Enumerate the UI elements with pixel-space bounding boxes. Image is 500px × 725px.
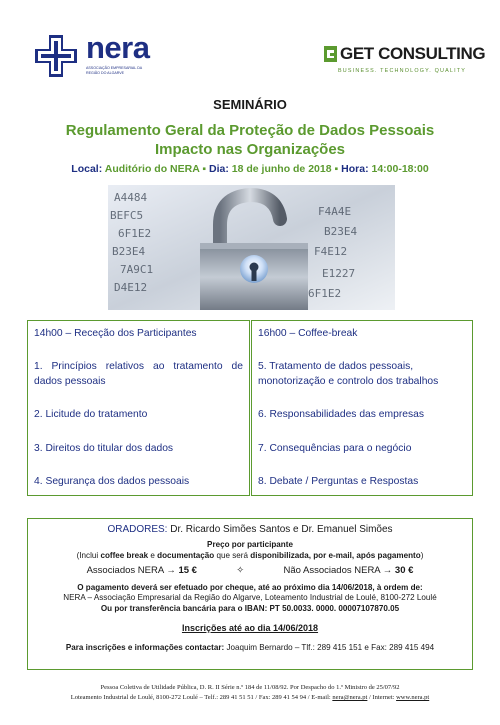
speakers-line <box>28 524 472 535</box>
contact-line <box>28 643 472 652</box>
arrow-icon: → <box>166 565 176 576</box>
get-consulting-mark-icon <box>324 46 337 62</box>
seminar-kicker: SEMINÁRIO <box>213 97 287 112</box>
local-value: Auditório do NERA <box>104 163 200 175</box>
program-item: 8. Debate / Perguntas e Respostas <box>258 476 419 487</box>
program-box-right <box>251 320 473 496</box>
contact-label: Para inscrições e informações contactar: <box>65 643 225 652</box>
get-consulting-tagline: BUSINESS. TECHNOLOGY. QUALITY <box>338 68 467 74</box>
email-link[interactable]: nera@nera.pt <box>332 694 368 701</box>
svg-text:F4E12: F4E12 <box>314 245 348 258</box>
day-label: Dia: <box>209 163 229 175</box>
separator-2: ▪ <box>334 163 339 175</box>
footer-line-2: Loteamento Industrial de Loulé, 8100-272 Loulé – Telf.: 289 41 51 51 / Fax: 289 41 54 94 / E-mail: nera@nera.pt / Internet: www.nera.pt <box>70 694 430 701</box>
local-label: Local: <box>71 163 103 175</box>
nera-tagline: ASSOCIAÇÃO EMPRESARIAL DA REGIÃO DO ALGARVE <box>86 66 142 75</box>
hour-label: Hora: <box>341 163 369 175</box>
nera-logo <box>34 30 194 82</box>
svg-text:E1227: E1227 <box>322 267 356 280</box>
footer-line-1: Pessoa Coletiva de Utilidade Pública, D. R. II Série n.º 184 de 11/08/92. Por Despacho do 1.º Ministro de 25/07/92 <box>100 684 400 691</box>
price-line <box>28 565 472 576</box>
payment-line-2: NERA – Associação Empresarial da Região do Algarve, Loteamento Industrial de Loulé, 8100-272 Loulé <box>63 593 437 602</box>
svg-text:A4484: A4484 <box>114 191 148 204</box>
includes-line: (Inclui coffee break e documentação que será disponibilizada, por e-mail, após pagamento) <box>76 551 424 560</box>
get-consulting-wordmark: GET CONSULTING <box>340 44 486 63</box>
svg-text:D4E12: D4E12 <box>114 281 148 294</box>
info-box <box>27 518 473 670</box>
get-consulting-logo <box>318 44 486 78</box>
program-item: 7. Consequências para o negócio <box>258 443 412 454</box>
nonmembers-label: Não Associados NERA <box>283 565 381 576</box>
members-price: 15 € <box>178 565 197 576</box>
program-item: 16h00 – Coffee-break <box>258 328 358 339</box>
arrow-icon: → <box>382 565 393 576</box>
program-item: 6. Responsabilidades das empresas <box>258 409 424 420</box>
title-line-2: Impacto nas Organizações <box>154 141 346 158</box>
svg-text:BEFC5: BEFC5 <box>110 209 144 222</box>
program-item: 14h00 – Receção dos Participantes <box>34 328 197 339</box>
svg-text:B23E4: B23E4 <box>112 245 146 258</box>
day-value: 18 de junho de 2018 <box>231 163 332 175</box>
svg-text:F4A4E: F4A4E <box>318 205 352 218</box>
payment-line-1: O pagamento deverá ser efetuado por cheque, até ao próximo dia 14/06/2018, à ordem de: <box>77 583 423 592</box>
program-item: 3. Direitos do titular dos dados <box>34 443 174 454</box>
members-label: Associados NERA <box>86 565 164 576</box>
nonmembers-price: 30 € <box>394 565 414 576</box>
title-line-1: Regulamento Geral da Proteção de Dados Pessoais <box>65 122 435 139</box>
nera-wordmark: nera <box>86 30 150 65</box>
diamond-icon: ✧ <box>236 565 245 576</box>
venue-line <box>0 163 500 175</box>
registration-deadline: Inscrições até ao dia 14/06/2018 <box>181 623 319 633</box>
program-item: 1. Princípios relativos ao tratamento de dados pessoais <box>34 361 243 387</box>
payment-line-3: Ou por transferência bancária para o IBAN: PT 50.0033. 0000. 00007107870.05 <box>100 604 400 613</box>
program-item: 2. Licitude do tratamento <box>34 409 148 420</box>
separator-1: ▪ <box>202 163 207 175</box>
padlock-icon <box>108 185 395 310</box>
price-title: Preço por participante <box>207 540 293 549</box>
program-box-left <box>27 320 250 496</box>
speakers-value: Dr. Ricardo Simões Santos e Dr. Emanuel Simões <box>170 524 393 535</box>
hero-image <box>108 185 395 310</box>
svg-text:7A9C1: 7A9C1 <box>120 263 154 276</box>
seminar-title <box>0 121 500 159</box>
hour-value: 14:00-18:00 <box>371 163 429 175</box>
website-link[interactable]: www.nera.pt <box>396 694 430 701</box>
svg-text:B23E4: B23E4 <box>324 225 358 238</box>
contact-value: Joaquim Bernardo – Tlf.: 289 415 151 e Fax: 289 415 494 <box>226 643 435 652</box>
program-item: 4. Segurança dos dados pessoais <box>34 476 190 487</box>
svg-text:6F1E2: 6F1E2 <box>308 287 342 300</box>
svg-text:6F1E2: 6F1E2 <box>118 227 152 240</box>
nera-cross-icon <box>34 34 78 78</box>
program-item: 5. Tratamento de dados pessoais, monotorização e controlo dos trabalhos <box>258 361 439 387</box>
speakers-label: ORADORES: <box>107 524 168 535</box>
